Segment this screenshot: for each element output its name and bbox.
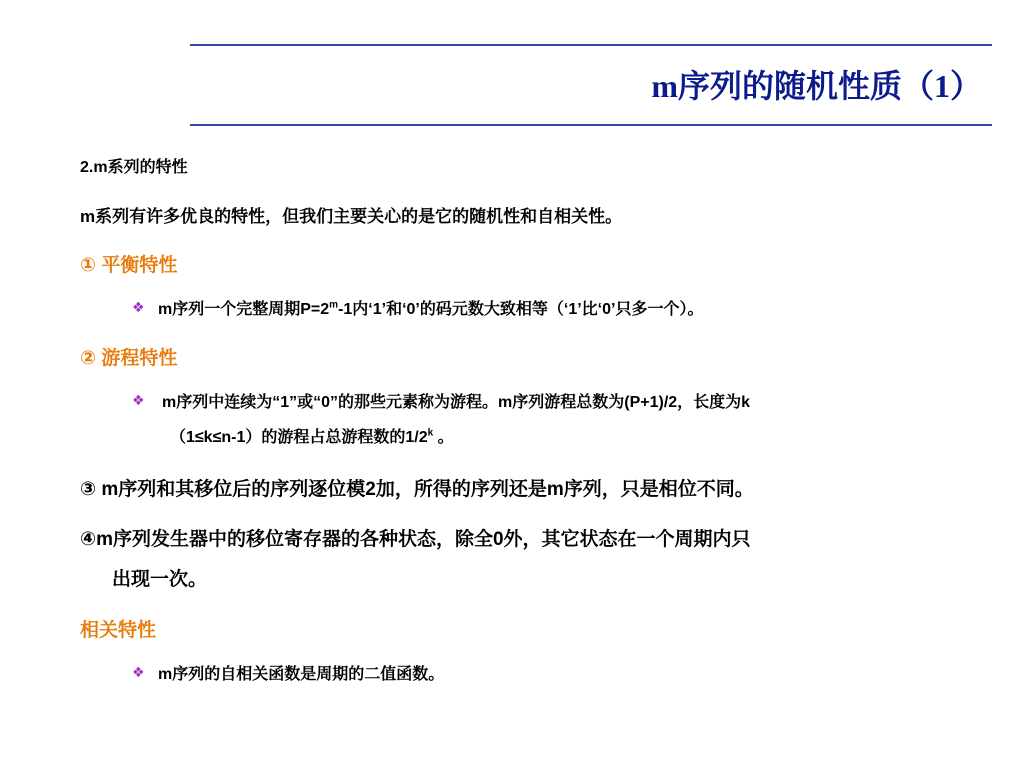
run-bullet-line2-pre: （1≤k≤n-1）的游程占总游程数的1/2 bbox=[170, 429, 428, 446]
run-heading: ② 游程特性 bbox=[80, 348, 178, 369]
run-bullet-line1: m序列中连续为“1”或“0”的那些元素称为游程。m序列游程总数为(P+1)/2，长度为k bbox=[162, 394, 751, 411]
balance-bullet-post: -1内‘1’和‘0’的码元数大致相等（‘1’比‘0’只多一个）。 bbox=[338, 301, 704, 318]
run-bullet-line2-sup: k bbox=[427, 427, 434, 439]
states-text-line2: 出现一次。 bbox=[112, 569, 208, 590]
correlation-heading: 相关特性 bbox=[80, 620, 157, 641]
states-text-line1: ④m序列发生器中的移位寄存器的各种状态，除全0外，其它状态在一个周期内只 bbox=[80, 529, 751, 550]
slide-title: m序列的随机性质（1） bbox=[651, 68, 982, 104]
title-rule-bottom bbox=[190, 124, 992, 126]
balance-bullet-pre: m序列一个完整周期P=2 bbox=[158, 301, 330, 318]
title-rule-top bbox=[190, 44, 992, 46]
run-bullet-line2 bbox=[170, 424, 454, 447]
run-bullet-line2-post: 。 bbox=[433, 429, 454, 446]
correlation-bullet-text: m序列的自相关函数是周期的二值函数。 bbox=[158, 666, 445, 683]
shift-add-text: ③ m序列和其移位后的序列逐位模2加，所得的序列还是m序列，只是相位不同。 bbox=[80, 479, 754, 500]
balance-bullet-sup: m bbox=[329, 299, 339, 311]
balance-heading: ① 平衡特性 bbox=[80, 255, 178, 276]
section-heading: 2.m系列的特性 bbox=[80, 159, 188, 176]
balance-bullet-text bbox=[158, 296, 703, 319]
diamond-bullet-icon: ❖ bbox=[132, 299, 145, 315]
intro-text: m系列有许多优良的特性，但我们主要关心的是它的随机性和自相关性。 bbox=[80, 207, 623, 226]
diamond-bullet-icon: ❖ bbox=[132, 392, 145, 408]
diamond-bullet-icon: ❖ bbox=[132, 664, 145, 680]
